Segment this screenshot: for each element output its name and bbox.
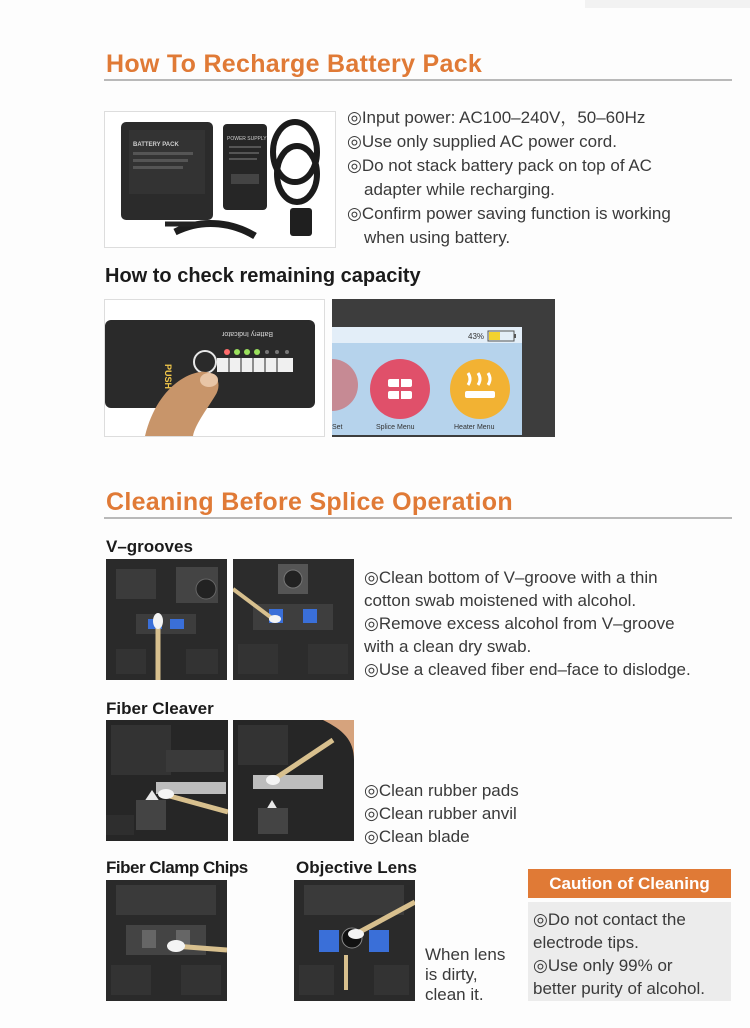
capacity-title: How to check remaining capacity [105,265,421,287]
power-supply-label: POWER SUPPLY [227,136,267,142]
cleaver-bullet: ◎Clean blade [364,827,470,846]
vgroove-bullet: ◎Use a cleaved fiber end–face to dislodge. [364,660,691,679]
caution-line: ◎Use only 99% or [533,956,673,975]
screen-photo [332,299,555,437]
push-label: PUSH [163,364,173,390]
caution-line: ◎Do not contact the [533,910,686,929]
recharge-section-title: How To Recharge Battery Pack [106,50,483,78]
recharge-bullet: ◎Confirm power saving function is working [347,204,671,223]
battery-indicator-label: Battery Indicator [222,330,273,337]
top-bar [585,0,750,8]
vgroove-photo-2 [233,559,354,680]
section-divider [104,79,732,81]
vgroove-bullet: ◎Remove excess alcohol from V–groove [364,614,675,633]
cleaver-bullet: ◎Clean rubber pads [364,781,519,800]
recharge-bullet: ◎Use only supplied AC power cord. [347,132,617,151]
battery-indicator-photo [104,299,325,437]
caution-line: better purity of alcohol. [533,979,705,998]
caution-line: electrode tips. [533,933,639,952]
recharge-bullet: when using battery. [364,228,511,247]
vgroove-bullet: with a clean dry swab. [364,637,532,656]
splice-menu-label: Splice Menu [376,424,415,431]
caution-box [528,902,731,1001]
vgrooves-title: V–grooves [106,537,193,556]
battery-pack-label: BATTERY PACK [133,142,179,148]
cleaver-instructions [364,779,519,848]
cleaver-photo-2 [233,720,354,841]
lens-note-line: When lens [425,945,506,964]
cleaning-section-title: Cleaning Before Splice Operation [106,488,513,516]
heater-menu-label: Heater Menu [454,424,495,431]
lens-title: Objective Lens [296,858,417,877]
vgroove-bullet: ◎Clean bottom of V–groove with a thin [364,568,658,587]
vgroove-instructions [364,566,691,681]
menu-left-label: Set [332,424,343,431]
battery-percent: 43% [468,332,485,341]
recharge-instructions [347,106,671,250]
battery-charger-photo [104,111,336,248]
section-divider [104,517,732,519]
vgroove-bullet: cotton swab moistened with alcohol. [364,591,637,610]
recharge-bullet: adapter while recharging. [364,180,555,199]
recharge-bullet: ◎Do not stack battery pack on top of AC [347,156,652,175]
vgroove-photo-1 [106,559,227,680]
clamp-photo [106,880,227,1001]
recharge-bullet: ◎Input power: AC100–240V，50–60Hz [347,108,646,127]
lens-photo [294,880,415,1001]
cleaver-bullet: ◎Clean rubber anvil [364,804,517,823]
lens-note [425,945,505,1005]
lens-note-line: clean it. [425,985,484,1004]
clamp-title: Fiber Clamp Chips [106,858,248,877]
cleaver-photo-1 [106,720,228,841]
lens-note-line: is dirty, [425,965,478,984]
cleaver-title: Fiber Cleaver [106,699,214,718]
caution-title: Caution of Cleaning [528,869,731,898]
